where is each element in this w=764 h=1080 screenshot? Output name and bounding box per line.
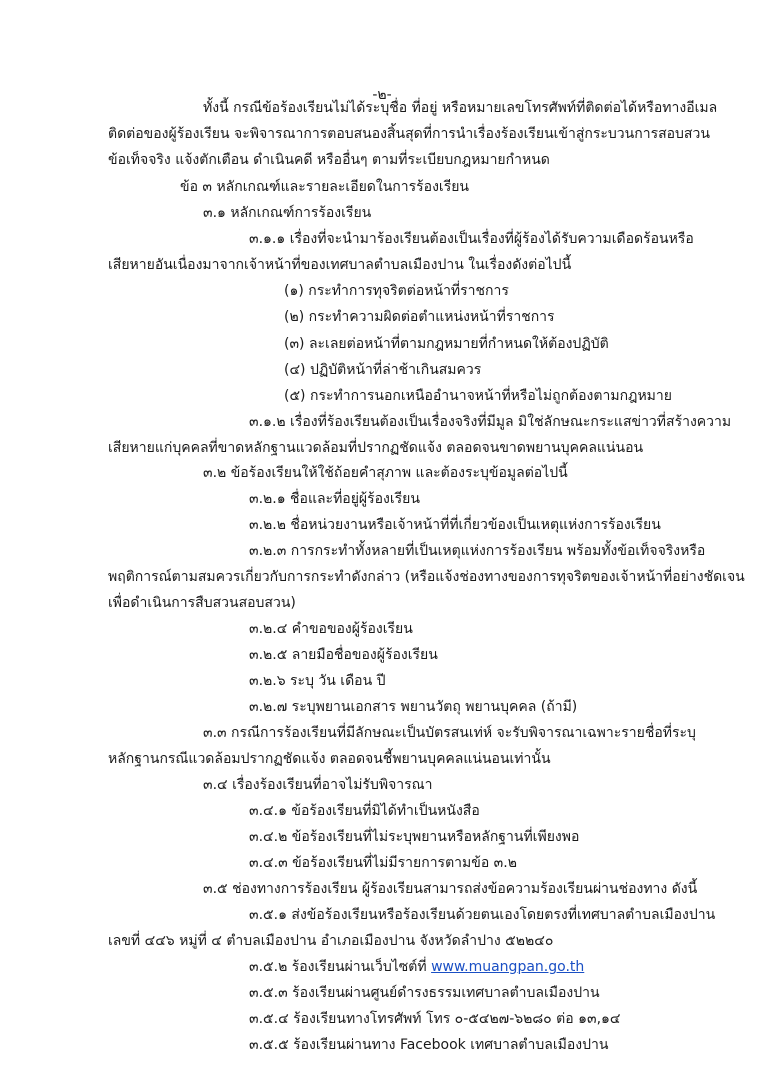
- website-link[interactable]: www.muangpan.go.th: [431, 959, 585, 975]
- section-3-5-2-label: ๓.๕.๒ ร้องเรียนผ่านเว็บไซต์ที่: [249, 959, 432, 975]
- section-3-4-1: ๓.๔.๑ ข้อร้องเรียนที่มิได้ทำเป็นหนังสือ: [249, 803, 480, 819]
- section-3-2-7: ๓.๒.๗ ระบุพยานเอกสาร พยานวัตถุ พยานบุคคล (ถ้ามี): [249, 699, 578, 715]
- section-3-heading: ข้อ ๓ หลักเกณฑ์และรายละเอียดในการร้องเรียน: [180, 179, 470, 195]
- section-3-5-heading: ๓.๕ ช่องทางการร้องเรียน ผู้ร้องเรียนสามารถส่งข้อความร้องเรียนผ่านช่องทาง ดังนี้: [203, 881, 698, 897]
- section-3-5-2: [249, 957, 584, 977]
- section-3-2-4: ๓.๒.๔ คำขอของผู้ร้องเรียน: [249, 621, 413, 637]
- list-item: (๑) กระทำการทุจริตต่อหน้าที่ราชการ: [284, 283, 509, 299]
- section-3-1-2-line-1: ๓.๑.๒ เรื่องที่ร้องเรียนต้องเป็นเรื่องจริงที่มีมูล มิใช่ลักษณะกระแสข่าวที่สร้างความ: [249, 414, 732, 430]
- section-3-2-5: ๓.๒.๕ ลายมือชื่อของผู้ร้องเรียน: [249, 647, 438, 663]
- section-3-5-5: ๓.๕.๕ ร้องเรียนผ่านทาง Facebook เทศบาลตำบลเมืองปาน: [249, 1037, 609, 1053]
- section-3-2-6: ๓.๒.๖ ระบุ วัน เดือน ปี: [249, 673, 386, 689]
- section-3-2-1: ๓.๒.๑ ชื่อและที่อยู่ผู้ร้องเรียน: [249, 491, 420, 507]
- list-item: (๔) ปฏิบัติหน้าที่ล่าช้าเกินสมควร: [284, 362, 482, 378]
- section-3-2-3-line-3: เพื่อดำเนินการสืบสวนสอบสวน): [108, 595, 296, 611]
- list-item: (๒) กระทำความผิดต่อตำแหน่งหน้าที่ราชการ: [284, 309, 555, 325]
- section-3-1-1-line-2: เสียหายอันเนื่องมาจากเจ้าหน้าที่ของเทศบาลตำบลเมืองปาน ในเรื่องดังต่อไปนี้: [108, 257, 572, 273]
- section-3-3-line-1: ๓.๓ กรณีการร้องเรียนที่มีลักษณะเป็นบัตรสนเท่ห์ จะรับพิจารณาเฉพาะรายชื่อที่ระบุ: [203, 725, 696, 741]
- paragraph-intro-line-3: ข้อเท็จจริง แจ้งตักเตือน ดำเนินคดี หรืออื่นๆ ตามที่ระเบียบกฎหมายกำหนด: [108, 152, 550, 168]
- list-item: (๓) ละเลยต่อหน้าที่ตามกฎหมายที่กำหนดให้ต้องปฏิบัติ: [284, 336, 609, 352]
- section-3-4-heading: ๓.๔ เรื่องร้องเรียนที่อาจไม่รับพิจารณา: [203, 777, 433, 793]
- section-3-2-heading: ๓.๒ ข้อร้องเรียนให้ใช้ถ้อยคำสุภาพ และต้องระบุข้อมูลต่อไปนี้: [203, 465, 568, 481]
- section-3-2-2: ๓.๒.๒ ชื่อหน่วยงานหรือเจ้าหน้าที่ที่เกี่ยวข้องเป็นเหตุแห่งการร้องเรียน: [249, 517, 661, 533]
- page-number: -๒-: [372, 87, 392, 103]
- section-3-4-3: ๓.๔.๓ ข้อร้องเรียนที่ไม่มีรายการตามข้อ ๓.๒: [249, 855, 517, 871]
- section-3-5-4: ๓.๕.๔ ร้องเรียนทางโทรศัพท์ โทร ๐-๕๔๒๗-๖๒๘๐ ต่อ ๑๓,๑๔: [249, 1011, 621, 1027]
- section-3-5-1-line-2: เลขที่ ๔๔๖ หมู่ที่ ๔ ตำบลเมืองปาน อำเภอเมืองปาน จังหวัดลำปาง ๕๒๒๔๐: [108, 933, 554, 949]
- section-3-5-3: ๓.๕.๓ ร้องเรียนผ่านศูนย์ดำรงธรรมเทศบาลตำบลเมืองปาน: [249, 985, 600, 1001]
- section-3-4-2: ๓.๔.๒ ข้อร้องเรียนที่ไม่ระบุพยานหรือหลักฐานที่เพียงพอ: [249, 829, 580, 845]
- section-3-3-line-2: หลักฐานกรณีแวดล้อมปรากฏชัดแจ้ง ตลอดจนชี้พยานบุคคลแน่นอนเท่านั้น: [108, 751, 551, 767]
- paragraph-intro-line-1: ทั้งนี้ กรณีข้อร้องเรียนไม่ได้ระบุชื่อ ที่อยู่ หรือหมายเลขโทรศัพท์ที่ติดต่อได้หรือทางอีเมล: [203, 100, 718, 116]
- section-3-2-3-line-1: ๓.๒.๓ การกระทำทั้งหลายที่เป็นเหตุแห่งการร้องเรียน พร้อมทั้งข้อเท็จจริงหรือ: [249, 543, 706, 559]
- section-3-1-heading: ๓.๑ หลักเกณฑ์การร้องเรียน: [203, 205, 372, 221]
- section-3-2-3-line-2: พฤติการณ์ตามสมควรเกี่ยวกับการกระทำดังกล่าว (หรือแจ้งช่องทางของการทุจริตของเจ้าหน้าที่อย่างชัดเจน: [108, 569, 745, 585]
- section-3-1-1-line-1: ๓.๑.๑ เรื่องที่จะนำมาร้องเรียนต้องเป็นเรื่องที่ผู้ร้องได้รับความเดือดร้อนหรือ: [249, 231, 694, 247]
- paragraph-intro-line-2: ติดต่อของผู้ร้องเรียน จะพิจารณาการตอบสนองสิ้นสุดที่การนำเรื่องร้องเรียนเข้าสู่กระบวนการสอบสวน: [108, 126, 710, 142]
- list-item: (๕) กระทำการนอกเหนืออำนาจหน้าที่หรือไม่ถูกต้องตามกฎหมาย: [284, 388, 672, 404]
- section-3-5-1-line-1: ๓.๕.๑ ส่งข้อร้องเรียนหรือร้องเรียนด้วยตนเองโดยตรงที่เทศบาลตำบลเมืองปาน: [249, 907, 716, 923]
- section-3-1-2-line-2: เสียหายแก่บุคคลที่ขาดหลักฐานแวดล้อมที่ปรากฏชัดแจ้ง ตลอดจนขาดพยานบุคคลแน่นอน: [108, 440, 644, 456]
